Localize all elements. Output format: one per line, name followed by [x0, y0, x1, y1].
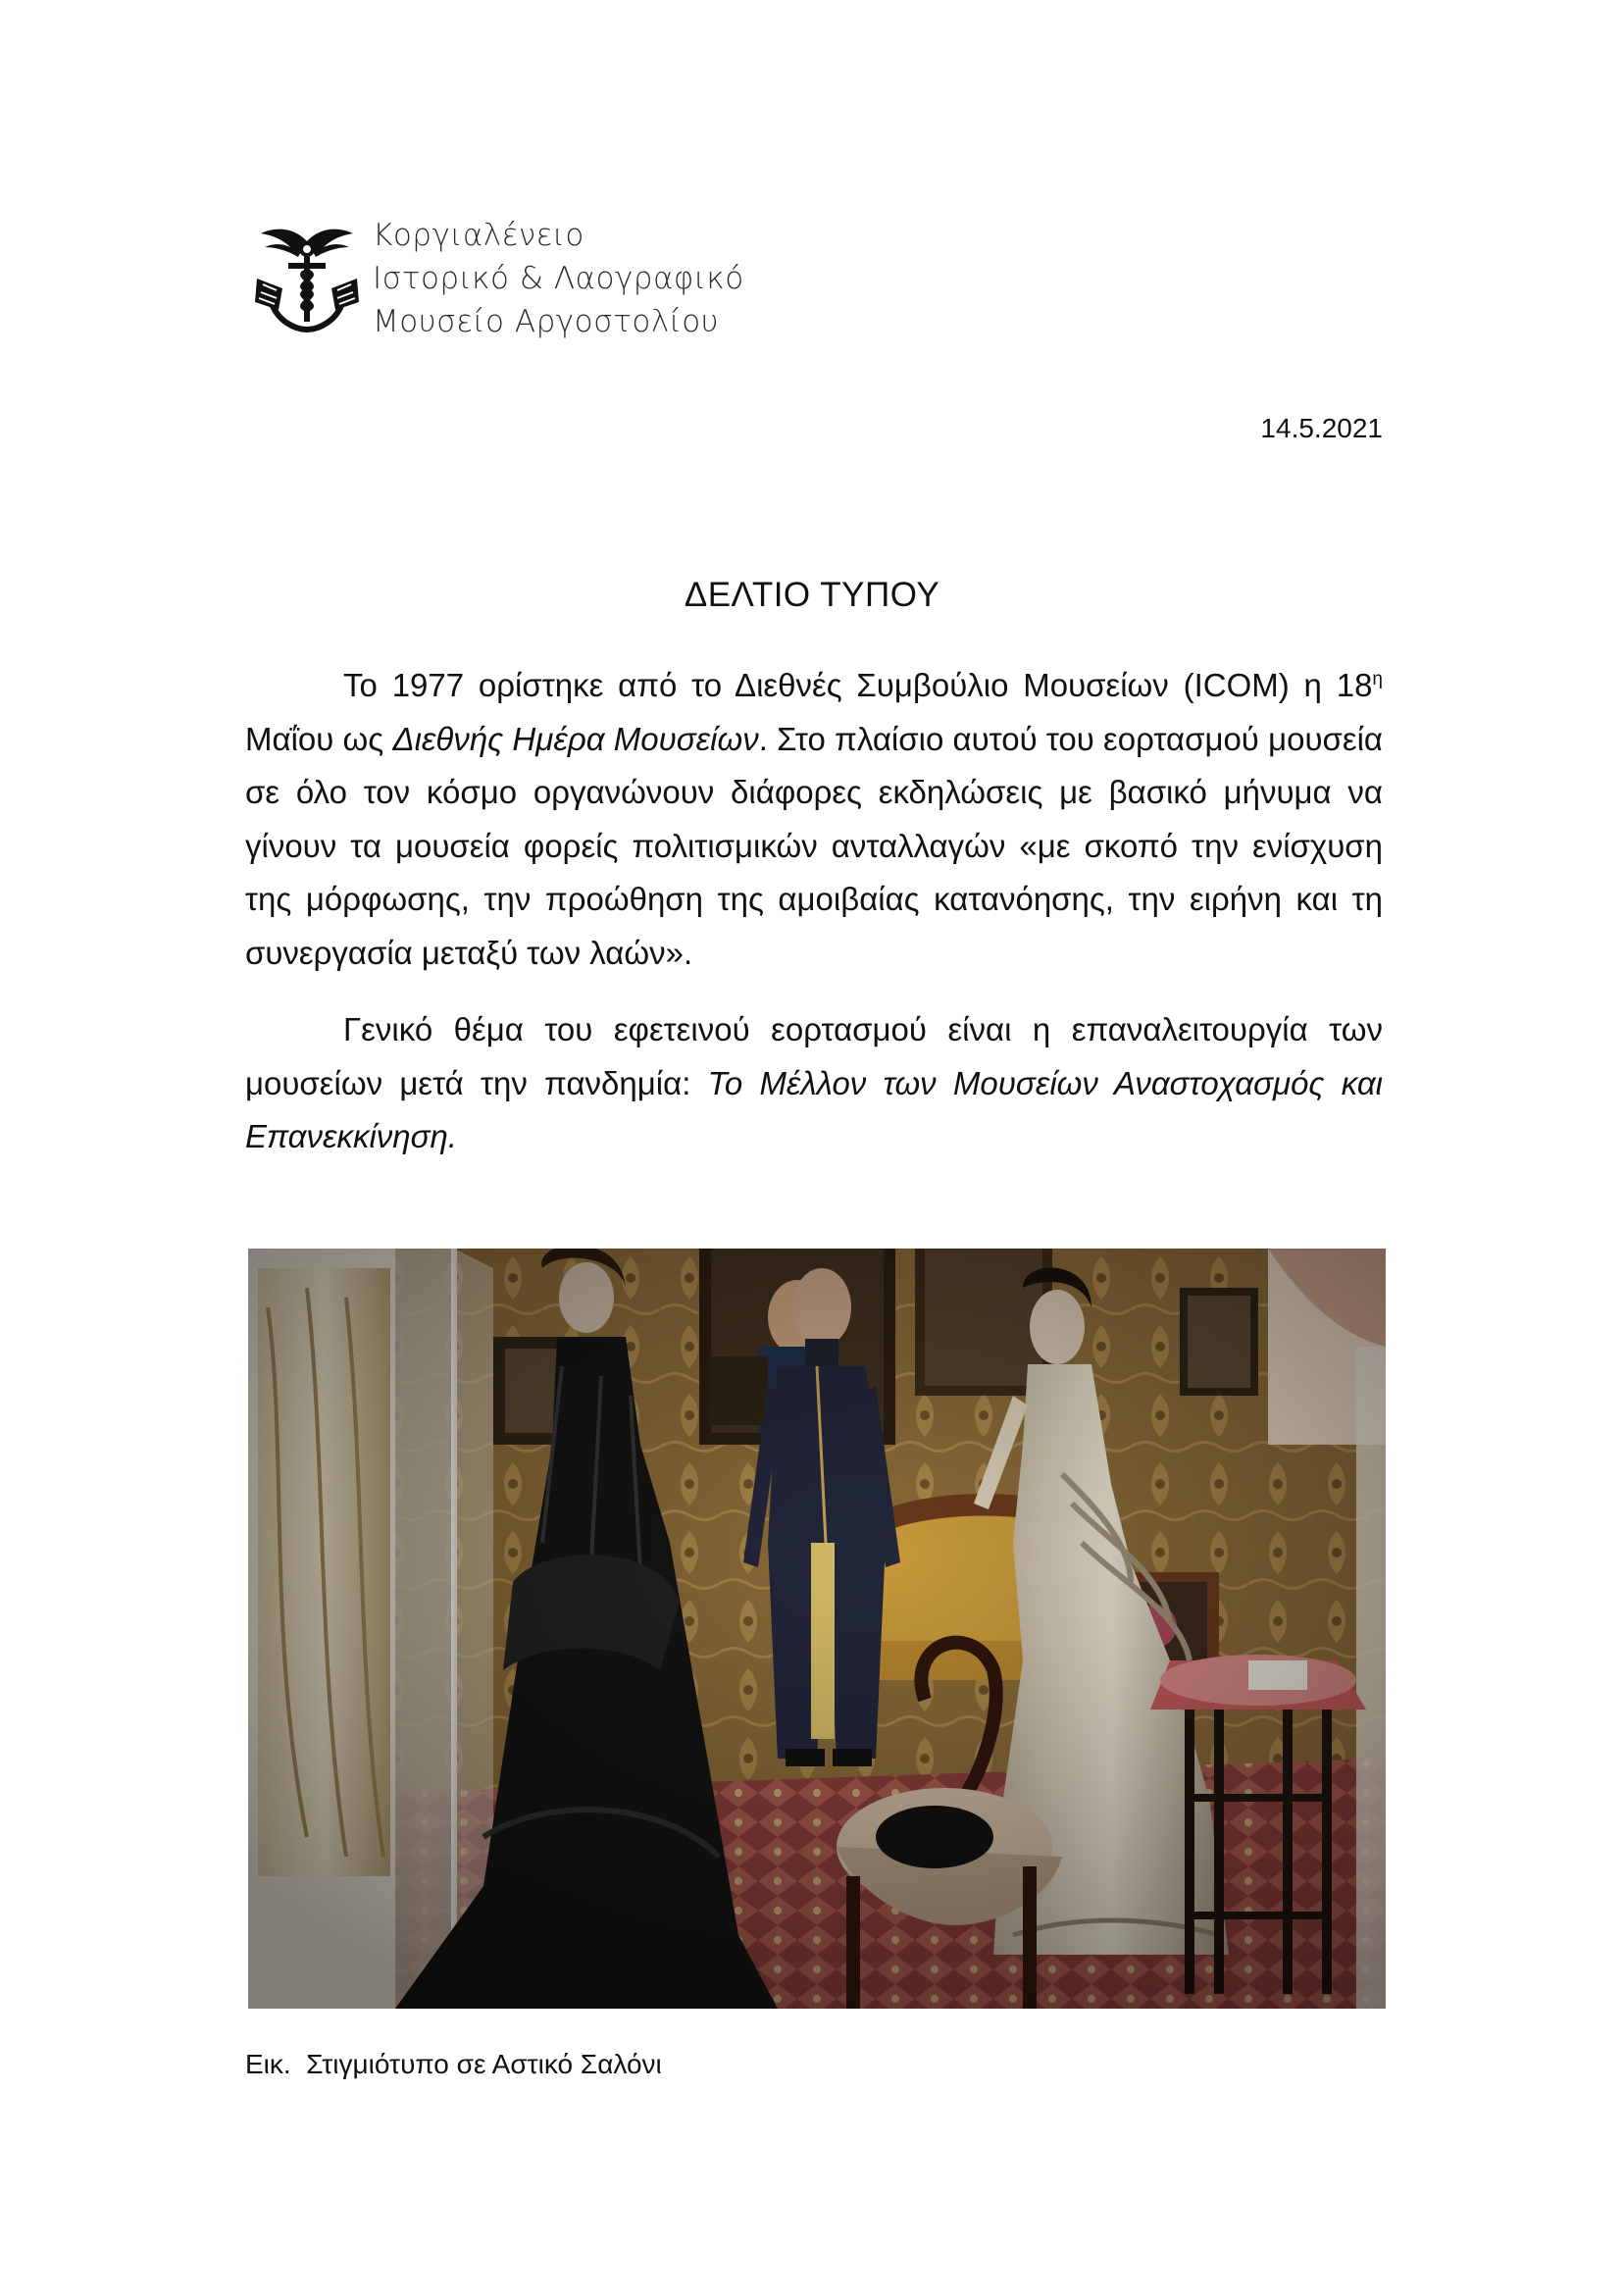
paragraph-2-text-a: Γενικό θέμα του εφετεινού εορτασμού είναι η επαναλειτουργία των μουσείων μετά την πανδημία:	[245, 1011, 1383, 1101]
press-release-date: 14.5.2021	[1260, 413, 1383, 443]
museum-salon-exhibit-photo	[248, 1249, 1386, 2009]
museum-name-line-2: Ιστορικό & Λαογραφικό	[373, 261, 744, 296]
paragraph-1-text-c: . Στο πλαίσιο αυτού του εορτασμού μουσεία σε όλο τον κόσμο οργανώνουν διάφορες εκδηλώσεις με βασικό μήνυμα να γίνουν τα μουσεία φορείς πολιτισμικών ανταλλαγών «με σκοπό την ενίσχυση της μόρφωσης, την προώθηση της αμοιβαίας κατανόησης, την ειρήνη και τη συνεργασία μεταξύ των λαών».	[245, 720, 1383, 971]
museum-day-name: Διεθνής Ημέρα Μουσείων	[392, 720, 759, 757]
ordinal-superscript: η	[1372, 669, 1383, 689]
page-title: ΔΕΛΤΙΟ ΤΥΠΟΥ	[684, 576, 940, 614]
theme-title: Το Μέλλον των Μουσείων Αναστοχασμός και Επανεκκίνηση.	[245, 1064, 1383, 1154]
press-release-body	[245, 659, 1383, 1164]
museum-name-line-1: Κοργιαλένειο	[373, 218, 584, 253]
museum-logo-icon	[253, 220, 361, 337]
paragraph-1-text-b: Μαΐου ως	[245, 720, 393, 757]
museum-name-line-3: Μουσείο Αργοστολίου	[373, 304, 720, 339]
paragraph-1-text-a: Το 1977 ορίστηκε από το Διεθνές Συμβούλιο Μουσείων (ICOM) η 18	[343, 667, 1373, 703]
paragraph-1	[245, 659, 1383, 980]
paragraph-2	[245, 1003, 1383, 1164]
museum-name	[373, 214, 744, 343]
photo-caption: Εικ. Στιγμιότυπο σε Αστικό Σαλόνι	[245, 2049, 662, 2079]
